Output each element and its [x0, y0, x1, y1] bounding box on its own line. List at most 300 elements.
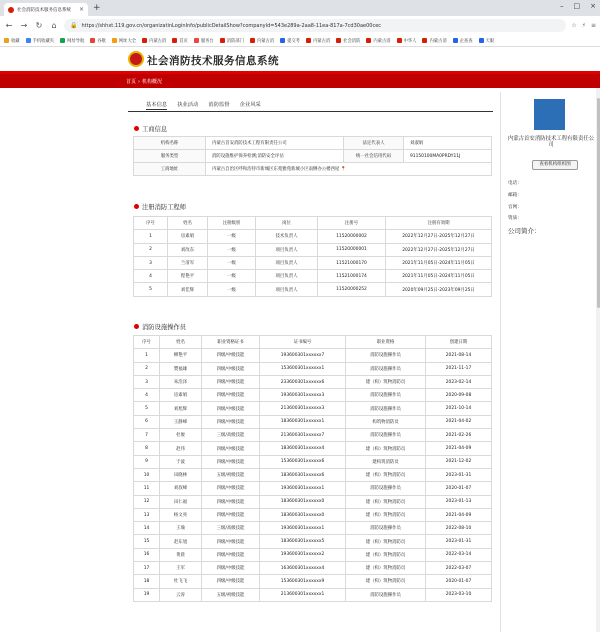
bookmarks-bar	[0, 35, 600, 47]
table-cell: 2022-08-10	[426, 522, 492, 535]
forward-icon[interactable]: →	[20, 21, 28, 30]
bookmark-item[interactable]	[142, 38, 166, 44]
table-cell: 19	[134, 588, 160, 601]
tab-divider	[128, 111, 493, 112]
table-row	[134, 562, 492, 575]
table-cell: 2021-04-02	[426, 415, 492, 428]
table-cell: 5	[134, 402, 160, 415]
bookmark-item[interactable]	[112, 38, 136, 44]
email-label: 邮箱：	[508, 193, 522, 198]
table-cell: 11520000001	[318, 243, 386, 256]
section-bullet-icon	[134, 126, 139, 131]
table-cell: 消防设施操作员	[346, 402, 426, 415]
table-cell: 黄晨	[160, 548, 202, 561]
table-cell: 云涛	[160, 588, 202, 601]
table-cell: 建（构）筑物消防员	[346, 575, 426, 588]
view-org-chart-button[interactable]: 查看机构组织图	[532, 160, 578, 170]
column-divider	[500, 92, 501, 632]
bookmark-icon	[336, 38, 341, 43]
table-cell: 183600301xxxxxx0	[260, 508, 346, 521]
breadcrumb-separator: ›	[138, 79, 141, 85]
operators-table	[133, 335, 492, 602]
section-bullet-icon	[134, 324, 139, 329]
bookmark-label: 内蒙古消	[256, 38, 275, 44]
table-cell: 四级/中级技能	[202, 415, 260, 428]
bookmark-label: 首页	[179, 38, 188, 44]
org-name-label: 机构名称	[134, 137, 206, 150]
bookmark-label: 社会消防	[343, 38, 361, 44]
column-header: 职业资格	[346, 336, 426, 349]
table-cell: 四级/中级技能	[202, 508, 260, 521]
table-cell: 兰清军	[168, 256, 208, 269]
table-cell: 杨文亮	[160, 508, 202, 521]
table-row	[134, 256, 492, 269]
table-cell: 2021年11月05日-2024年11月05日	[386, 256, 492, 269]
table-row	[134, 402, 492, 415]
table-header-row	[134, 336, 492, 349]
credit-code-label: 统一社会信用代码	[344, 150, 404, 163]
bookmark-item[interactable]	[250, 38, 274, 44]
table-cell: 183600301xxxxxx5	[260, 535, 346, 548]
bookmark-item[interactable]	[453, 38, 473, 44]
address-url[interactable]: https://shhxt.119.gov.cn/organizatinLoginInfo/publicDetailShow?companyId=543e289a-2aa8-11ea-817a-7cd30ae00cec	[81, 22, 382, 29]
table-row	[134, 230, 492, 243]
bookmark-label: 收藏	[11, 38, 20, 44]
table-cell: 四级/中级技能	[202, 548, 260, 561]
table-row	[134, 415, 492, 428]
column-header: 序号	[134, 217, 168, 230]
bookmark-icon	[172, 38, 177, 43]
table-cell: 2022年12月27日-2025年12月27日	[386, 230, 492, 243]
table-cell: 1	[134, 230, 168, 243]
table-cell: 3	[134, 375, 160, 388]
bookmark-icon	[422, 38, 427, 43]
table-row	[134, 270, 492, 283]
table-cell: 18	[134, 575, 160, 588]
site-favicon-icon	[8, 7, 14, 13]
table-cell: 2020-01-07	[426, 482, 492, 495]
table-cell: 183600301xxxxxx4	[260, 442, 346, 455]
table-cell: 项目负责人	[256, 256, 318, 269]
table-cell: 房素娟	[160, 389, 202, 402]
bookmark-item[interactable]	[280, 38, 300, 44]
table-cell: 12	[134, 495, 160, 508]
column-header: 姓名	[160, 336, 202, 349]
table-cell: 8	[134, 442, 160, 455]
maximize-icon[interactable]: □	[573, 2, 581, 10]
table-cell: 五级/初级技能	[202, 468, 260, 481]
bookmark-item[interactable]	[422, 38, 446, 44]
table-cell: 技术负责人	[256, 230, 318, 243]
table-cell: 193600301xxxxxx3	[260, 389, 346, 402]
window-controls	[560, 2, 596, 10]
business-info-title	[134, 124, 167, 133]
table-cell: 于波	[160, 455, 202, 468]
site-title: 社会消防技术服务信息系统	[147, 55, 279, 67]
table-header-row	[134, 217, 492, 230]
table-cell: 2020-09-08	[426, 389, 492, 402]
table-cell: 四级/中级技能	[202, 349, 260, 362]
table-cell: 王瑜	[160, 522, 202, 535]
bookmark-item[interactable]	[479, 38, 495, 44]
bookmark-item[interactable]	[26, 38, 54, 44]
bookmark-item[interactable]	[90, 38, 106, 44]
table-cell: 233600301xxxxxx6	[260, 375, 346, 388]
table-cell: 2	[134, 362, 160, 375]
main-content	[128, 92, 498, 632]
table-cell: 一级	[208, 283, 256, 296]
bookmark-icon	[220, 38, 225, 43]
bookmark-item[interactable]	[172, 38, 188, 44]
business-info-heading: 工商信息	[142, 126, 168, 133]
tab-style[interactable]: 企业风采	[239, 102, 261, 108]
breadcrumb	[126, 78, 162, 85]
table-row	[134, 243, 492, 256]
bookmark-icon	[90, 38, 95, 43]
table-cell: 四级/中级技能	[202, 535, 260, 548]
browser-navbar	[0, 16, 600, 35]
table-row	[134, 375, 492, 388]
table-cell: 193600301xxxxxx1	[260, 522, 346, 535]
bookmark-item[interactable]	[194, 38, 214, 44]
table-cell: 13	[134, 508, 160, 521]
table-cell: 2020-01-07	[426, 575, 492, 588]
table-cell: 一级	[208, 270, 256, 283]
table-row	[134, 163, 492, 176]
table-cell: 11	[134, 482, 160, 495]
table-cell: 消防设施操作员	[346, 588, 426, 601]
close-tab-icon[interactable]: ×	[78, 6, 84, 13]
bookmark-label: 网址导航	[67, 38, 85, 44]
bookmark-item[interactable]	[4, 38, 20, 44]
bookmark-item[interactable]	[306, 38, 330, 44]
table-cell: 刘叔峰	[160, 482, 202, 495]
table-cell: 2023-03-10	[426, 588, 492, 601]
bookmark-label: 中华人	[403, 38, 417, 44]
table-cell: 2022-03-07	[426, 562, 492, 575]
bookmark-icon	[250, 38, 255, 43]
table-row	[134, 575, 492, 588]
table-cell: 2021-04-09	[426, 442, 492, 455]
table-cell: 3	[134, 256, 168, 269]
tab-supervision[interactable]: 消防监督	[208, 102, 230, 108]
bookmark-label: 企查查	[459, 38, 473, 44]
bookmark-icon	[306, 38, 311, 43]
bookmark-icon	[112, 38, 117, 43]
company-intro-label: 公司简介：	[508, 227, 541, 235]
table-cell: 消防设施操作员	[346, 389, 426, 402]
table-cell: 柳艳平	[160, 349, 202, 362]
site-header	[0, 47, 600, 71]
column-header: 创建日期	[426, 336, 492, 349]
table-cell: 建（构）筑物消防员	[346, 508, 426, 521]
table-cell: 16	[134, 548, 160, 561]
table-cell: 四级/中级技能	[202, 575, 260, 588]
table-cell: 建（构）筑物消防员	[346, 375, 426, 388]
operators-heading: 消防设施操作员	[142, 324, 187, 331]
table-cell: 项目负责人	[256, 270, 318, 283]
engineers-title	[134, 202, 186, 211]
table-cell: 2021-12-02	[426, 455, 492, 468]
bookmark-label: 网址大全	[118, 38, 137, 44]
table-cell: 4	[134, 270, 168, 283]
table-cell: 建（构）筑物消防员	[346, 442, 426, 455]
legal-rep-value: 刘淑娟	[404, 137, 492, 150]
tab-basic-info[interactable]: 基本信息	[146, 102, 168, 108]
table-cell: 朱浩泽	[160, 375, 202, 388]
table-cell: 213600301xxxxxx7	[260, 429, 346, 442]
table-cell: 四级/中级技能	[202, 562, 260, 575]
bookmark-item[interactable]	[220, 38, 244, 44]
phone-label: 电话：	[508, 181, 522, 186]
table-cell: 2022年12月27日-2025年12月27日	[386, 243, 492, 256]
table-cell: 7	[134, 429, 160, 442]
menu-icon[interactable]: ≡	[590, 22, 596, 29]
close-window-icon[interactable]: ×	[590, 2, 596, 10]
table-cell: 三级/高级技能	[202, 522, 260, 535]
table-cell: 王军	[160, 562, 202, 575]
company-sidebar	[505, 92, 600, 632]
table-cell: 四级/中级技能	[202, 455, 260, 468]
bookmark-label: 消防部门	[226, 38, 244, 44]
table-cell: 消防设施操作员	[346, 429, 426, 442]
bookmark-label: 内蒙古消	[373, 38, 391, 44]
browser-tab[interactable]	[4, 3, 88, 16]
table-cell: 刘旭辉	[160, 402, 202, 415]
table-cell: 杜飞飞	[160, 575, 202, 588]
table-cell: 四级/中级技能	[202, 375, 260, 388]
bookmark-label: 提交考	[287, 38, 300, 44]
table-cell: 213600301xxxxxx3	[260, 402, 346, 415]
operators-title	[134, 322, 186, 331]
column-header: 职业资格证书	[202, 336, 260, 349]
table-cell: 建（构）筑物消防员	[346, 548, 426, 561]
bookmark-icon	[397, 38, 402, 43]
table-cell: 消防设施操作员	[346, 362, 426, 375]
table-cell: 四级/中级技能	[202, 389, 260, 402]
table-cell: 一级	[208, 256, 256, 269]
table-cell: 10	[134, 468, 160, 481]
bookmark-icon	[453, 38, 458, 43]
browser-tab-title: 社会消防技术服务信息系统	[17, 7, 71, 13]
table-cell: 163600301xxxxxx4	[260, 562, 346, 575]
table-cell: 四级/中级技能	[202, 495, 260, 508]
table-cell: 三级/高级技能	[202, 429, 260, 442]
bookmark-icon	[4, 38, 9, 43]
reload-icon[interactable]: ↻	[35, 21, 43, 30]
table-cell: 建（构）筑物消防员	[346, 535, 426, 548]
table-cell: 2022-03-14	[426, 548, 492, 561]
table-cell: 183600301xxxxxx6	[260, 468, 346, 481]
business-info-table	[133, 136, 492, 176]
table-cell: 杜俊	[160, 429, 202, 442]
table-cell: 田晓林	[160, 468, 202, 481]
home-icon[interactable]: ⌂	[51, 21, 57, 30]
table-cell: 建（构）筑物消防员	[346, 562, 426, 575]
table-row	[134, 468, 492, 481]
table-row	[134, 482, 492, 495]
back-icon[interactable]: ←	[5, 21, 13, 30]
company-logo	[534, 99, 565, 130]
table-cell: 4	[134, 389, 160, 402]
table-row	[134, 455, 492, 468]
table-cell: 项目负责人	[256, 243, 318, 256]
table-cell: 构筑物消防员	[346, 415, 426, 428]
table-cell: 刘改东	[168, 243, 208, 256]
table-cell: 2021年11月05日-2024年11月05日	[386, 270, 492, 283]
table-row	[134, 137, 492, 150]
table-cell: 2023-01-31	[426, 535, 492, 548]
address-label: 工商地址	[134, 163, 206, 176]
star-icon[interactable]: ☆	[571, 22, 577, 29]
table-row	[134, 362, 492, 375]
column-header: 姓名	[168, 217, 208, 230]
service-type-value: 消防设施维护保养检测;消防安全评估	[206, 150, 344, 163]
bookmark-icon	[280, 38, 285, 43]
table-cell: 14	[134, 522, 160, 535]
table-cell: 项目负责人	[256, 283, 318, 296]
bookmark-item[interactable]	[397, 38, 417, 44]
table-row	[134, 548, 492, 561]
section-bullet-icon	[134, 204, 139, 209]
table-cell: 消防设施操作员	[346, 522, 426, 535]
minimize-icon[interactable]: –	[560, 2, 564, 10]
table-row	[134, 389, 492, 402]
table-cell: 5	[134, 283, 168, 296]
bookmark-icon	[479, 38, 484, 43]
table-cell: 四级/中级技能	[202, 402, 260, 415]
table-cell: 建（构）筑物消防员	[346, 495, 426, 508]
bookmark-icon	[60, 38, 65, 43]
table-cell: 四级/中级技能	[202, 442, 260, 455]
table-cell: 193600301xxxxxx2	[260, 548, 346, 561]
address-bar[interactable]	[64, 19, 566, 32]
address-text: 内蒙古自治区呼和浩特市新城区东苑雅苑新城小区南侧办公楼西屋	[212, 167, 340, 172]
bookmark-label: 内蒙古消	[149, 38, 167, 44]
fire-emblem-icon	[128, 51, 144, 67]
service-type-label: 服务类型	[134, 150, 206, 163]
table-row	[134, 150, 492, 163]
table-cell: 2021-04-09	[426, 508, 492, 521]
table-cell: 消防设施操作员	[346, 349, 426, 362]
table-cell: 2021-11-17	[426, 362, 492, 375]
bookmark-label: 手机收藏夹	[32, 38, 55, 44]
table-row	[134, 535, 492, 548]
table-cell: 程艳平	[168, 270, 208, 283]
table-cell: 樊福雄	[160, 362, 202, 375]
table-cell: 田仁福	[160, 495, 202, 508]
column-header: 注册级别	[208, 217, 256, 230]
table-cell: 6	[134, 415, 160, 428]
scrollbar-thumb[interactable]	[597, 98, 600, 308]
table-cell: 2021-08-14	[426, 349, 492, 362]
table-row	[134, 349, 492, 362]
new-tab-icon[interactable]: +	[93, 3, 101, 13]
table-cell: 15	[134, 535, 160, 548]
bookmark-icon	[366, 38, 371, 43]
table-row	[134, 588, 492, 601]
bookmark-icon	[26, 38, 31, 43]
engineers-heading: 注册消防工程师	[142, 204, 187, 211]
table-cell: 2021-02-26	[426, 429, 492, 442]
table-cell: 五级/初级技能	[202, 588, 260, 601]
bookmark-label: 内蒙古消	[429, 38, 447, 44]
table-cell: 183600301xxxxxx0	[260, 495, 346, 508]
table-cell: 一级	[208, 230, 256, 243]
table-cell: 建（构）筑物消防员	[346, 468, 426, 481]
tab-practice[interactable]: 执业活动	[177, 102, 199, 108]
bookmark-item[interactable]	[60, 38, 84, 44]
table-cell: 一级	[208, 243, 256, 256]
table-cell: 王静峰	[160, 415, 202, 428]
bookmark-label: 谷歌	[97, 38, 106, 44]
table-cell: 2023-01-31	[426, 468, 492, 481]
bookmark-label: 内蒙古消	[312, 38, 331, 44]
table-cell: 11520000252	[318, 283, 386, 296]
table-cell: 房素娟	[168, 230, 208, 243]
company-name: 内蒙古首安消防技术工程有限责任公司	[507, 136, 595, 148]
table-cell: 9	[134, 455, 160, 468]
table-cell: 11521000174	[318, 270, 386, 283]
table-row	[134, 495, 492, 508]
bookmark-icon	[142, 38, 147, 43]
table-row	[134, 508, 492, 521]
table-row	[134, 429, 492, 442]
org-name-value: 内蒙古首安消防技术工程有限责任公司	[206, 137, 344, 150]
legal-rep-label: 法定代表人	[344, 137, 404, 150]
address-value	[206, 163, 492, 176]
page-scrollbar[interactable]	[596, 88, 600, 632]
table-cell: 153600301xxxxxx9	[260, 575, 346, 588]
table-cell: 183600301xxxxxx1	[260, 415, 346, 428]
table-cell: 赵伟	[160, 442, 202, 455]
table-cell: 赵东旭	[160, 535, 202, 548]
bookmark-item[interactable]	[336, 38, 360, 44]
table-row	[134, 522, 492, 535]
table-cell: 1	[134, 349, 160, 362]
column-header: 证书编号	[260, 336, 346, 349]
table-cell: 153600301xxxxxx1	[260, 362, 346, 375]
table-cell: 11521000170	[318, 256, 386, 269]
bookmark-label: 天眼	[485, 38, 495, 44]
table-row	[134, 442, 492, 455]
table-cell: 四级/中级技能	[202, 362, 260, 375]
table-cell: 刘佳辉	[168, 283, 208, 296]
bookmark-label: 服务台	[200, 38, 214, 44]
breadcrumb-home[interactable]: 首页	[126, 79, 137, 85]
qualification-label: 资质：	[508, 216, 522, 221]
bookmark-item[interactable]	[366, 38, 390, 44]
table-cell: 2023-01-13	[426, 495, 492, 508]
breadcrumb-current: 机构概况	[142, 79, 163, 85]
column-header: 岗位	[256, 217, 318, 230]
table-cell: 消防设施操作员	[346, 482, 426, 495]
extensions-icon[interactable]: ⚡	[581, 22, 586, 29]
browser-tabbar	[0, 0, 600, 16]
website-label: 官网：	[508, 205, 522, 210]
column-header: 注册有效期	[386, 217, 492, 230]
table-cell: 153600301xxxxxx6	[260, 455, 346, 468]
table-cell: 建构筑消防员	[346, 455, 426, 468]
bookmark-icon	[194, 38, 199, 43]
table-cell: 17	[134, 562, 160, 575]
lock-icon: 🔒	[70, 22, 78, 29]
location-pin-icon[interactable]: 📍	[340, 167, 347, 172]
credit-code-value: 91150100MA0PRDY11J	[404, 150, 492, 163]
table-cell: 2021-10-14	[426, 402, 492, 415]
column-header: 序号	[134, 336, 160, 349]
table-cell: 2023-02-14	[426, 375, 492, 388]
